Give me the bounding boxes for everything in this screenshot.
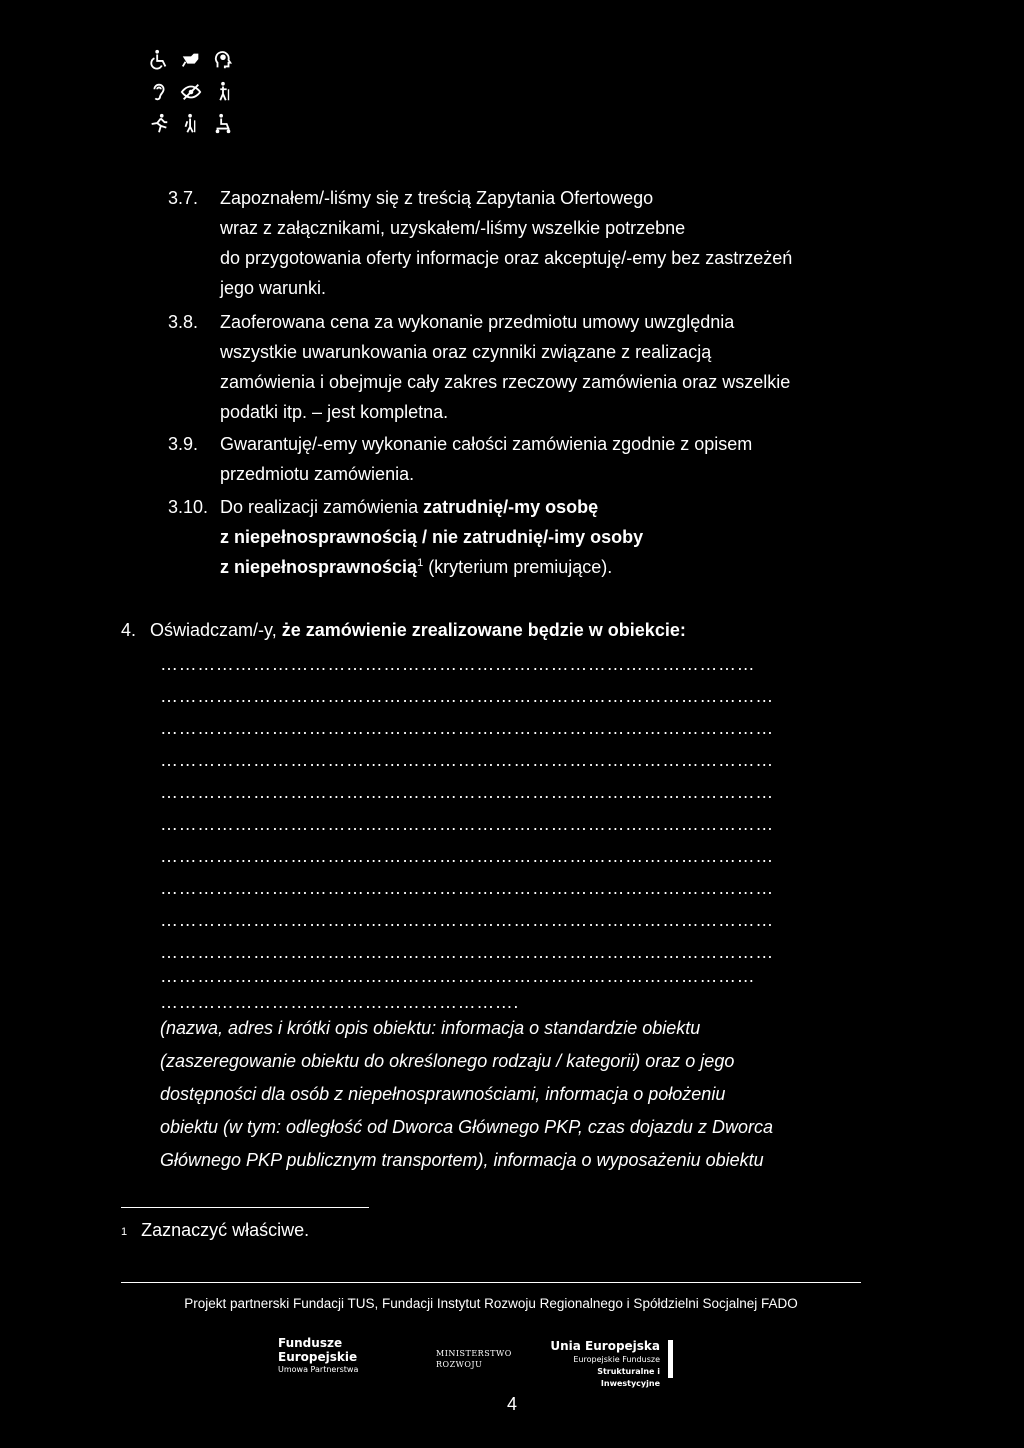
item-line: Zapoznałem/-liśmy się z treścią Zapytania Ofertowego xyxy=(220,188,654,208)
item-line: Gwarantuję/-emy wykonanie całości zamówienia zgodnie z opisem xyxy=(220,434,753,454)
item-line xyxy=(220,522,888,552)
accessibility-icons xyxy=(148,44,258,140)
item-body xyxy=(220,429,888,489)
cane-user-icon xyxy=(212,81,234,103)
note-line: (nazwa, adres i krótki opis obiektu: informacja o standardzie obiektu xyxy=(160,1018,701,1038)
fundusze-europejskie-logo xyxy=(278,1336,358,1376)
item-body xyxy=(220,307,888,427)
footnote xyxy=(121,1215,309,1245)
item-line xyxy=(220,552,888,582)
plain-text: Oświadczam/-y, xyxy=(150,620,282,640)
fill-in-line[interactable]: …………………………………………………………………………………… xyxy=(160,966,756,986)
plain-text: (kryterium premiujące). xyxy=(423,557,613,577)
fill-in-line[interactable]: ……………………………………………………………………………………… xyxy=(160,878,774,898)
icon-row-2 xyxy=(148,76,258,108)
page-number: 4 xyxy=(506,1394,517,1414)
logo-text: Strukturalne i Inwestycyjne xyxy=(597,1367,660,1388)
item-number: 3.8. xyxy=(168,312,199,332)
bold-text: z niepełnosprawnością / nie zatrudnię/-imy osoby xyxy=(220,527,644,547)
logo-text: Europejskie Fundusze xyxy=(573,1355,660,1364)
fill-in-line[interactable]: …………………………………………………. xyxy=(160,992,520,1012)
sign-language-icon xyxy=(180,49,202,71)
note-line: obiektu (w tym: odległość od Dworca Głównego PKP, czas dojazdu z Dworca xyxy=(160,1117,773,1137)
mobility-scooter-icon xyxy=(212,113,234,135)
item-number: 3.10. xyxy=(168,497,209,517)
footnote-ref[interactable]: 1 xyxy=(417,557,424,569)
note-line: Głównego PKP publicznym transportem), informacja o wyposażeniu obiektu xyxy=(160,1150,764,1170)
icon-row-3 xyxy=(148,108,258,140)
item-body xyxy=(220,492,888,582)
fill-in-line[interactable]: ……………………………………………………………………………………… xyxy=(160,846,774,866)
item-3-9 xyxy=(168,429,888,489)
note-line: dostępności dla osób z niepełnosprawnościami, informacja o położeniu xyxy=(160,1084,726,1104)
wheelchair-icon xyxy=(148,49,170,71)
item-line: jego warunki. xyxy=(220,278,327,298)
item-line: do przygotowania oferty informacje oraz akceptuję/-emy bez zastrzeżeń xyxy=(220,248,793,268)
fill-in-line[interactable]: ……………………………………………………………………………………… xyxy=(160,814,774,834)
item-line: wszystkie uwarunkowania oraz czynniki związane z realizacją xyxy=(220,342,712,362)
object-description-note xyxy=(160,1012,880,1177)
ear-icon xyxy=(148,81,170,103)
fill-in-line[interactable]: ……………………………………………………………………………………… xyxy=(160,910,774,930)
item-line: przedmiotu zamówienia. xyxy=(220,464,415,484)
item-3-8 xyxy=(168,307,888,427)
item-3-7 xyxy=(168,183,888,303)
logo-text: ROZWOJU xyxy=(436,1360,483,1369)
note-line: (zaszeregowanie obiektu do określonego rodzaju / kategorii) oraz o jego xyxy=(160,1051,735,1071)
fill-in-line[interactable]: ……………………………………………………………………………………… xyxy=(160,686,774,706)
item-line: podatki itp. – jest kompletna. xyxy=(220,402,449,422)
footnote-number: 1 xyxy=(121,1226,128,1238)
unia-europejska-logo xyxy=(548,1338,660,1390)
fill-in-line[interactable]: ……………………………………………………………………………………… xyxy=(160,718,774,738)
section-4-heading xyxy=(121,615,686,645)
running-person-icon xyxy=(148,113,170,135)
fill-in-line[interactable]: ……………………………………………………………………………………… xyxy=(160,782,774,802)
section-number: 4. xyxy=(121,620,137,640)
fill-in-line[interactable]: ……………………………………………………………………………………… xyxy=(160,750,774,770)
logo-text: Europejskie xyxy=(278,1350,358,1364)
icon-row-1 xyxy=(148,44,258,76)
bold-text: że zamówienie zrealizowane będzie w obiekcie: xyxy=(281,620,686,640)
item-3-10 xyxy=(168,492,888,582)
item-body xyxy=(220,183,888,303)
fill-in-line[interactable]: ……………………………………………………………………………………… xyxy=(160,942,774,962)
eye-crossed-icon xyxy=(180,81,202,103)
fill-in-line[interactable]: …………………………………………………………………………………… xyxy=(160,654,756,674)
footnote-divider xyxy=(121,1207,369,1208)
item-line: Zaoferowana cena za wykonanie przedmiotu umowy uwzględnia xyxy=(220,312,735,332)
bold-text: z niepełnosprawnością xyxy=(220,557,418,577)
bold-text: zatrudnię/-my osobę xyxy=(423,497,599,517)
elderly-person-icon xyxy=(180,113,202,135)
plain-text: Do realizacji zamówienia xyxy=(220,497,424,517)
item-line xyxy=(220,492,888,522)
head-cognitive-icon xyxy=(212,49,234,71)
footer-divider xyxy=(121,1282,861,1283)
item-line: wraz z załącznikami, uzyskałem/-liśmy wszelkie potrzebne xyxy=(220,218,686,238)
logo-text: Unia Europejska xyxy=(550,1339,660,1353)
footer-project-text: Projekt partnerski Fundacji TUS, Fundacji Instytut Rozwoju Regionalnego i Spółdzielni Socjalnej FADO xyxy=(184,1296,798,1311)
logo-text: Fundusze xyxy=(278,1336,343,1350)
footnote-text: Zaznaczyć właściwe. xyxy=(141,1220,310,1240)
logo-text: MINISTERSTWO xyxy=(436,1349,512,1358)
item-number: 3.9. xyxy=(168,434,199,454)
item-number: 3.7. xyxy=(168,188,199,208)
footer-logos xyxy=(0,1336,1024,1388)
ministerstwo-rozwoju-logo xyxy=(436,1348,512,1370)
eu-flag-icon xyxy=(668,1340,673,1378)
item-line: zamówienia i obejmuje cały zakres rzeczowy zamówienia oraz wszelkie xyxy=(220,372,791,392)
logo-text: Umowa Partnerstwa xyxy=(278,1365,359,1374)
